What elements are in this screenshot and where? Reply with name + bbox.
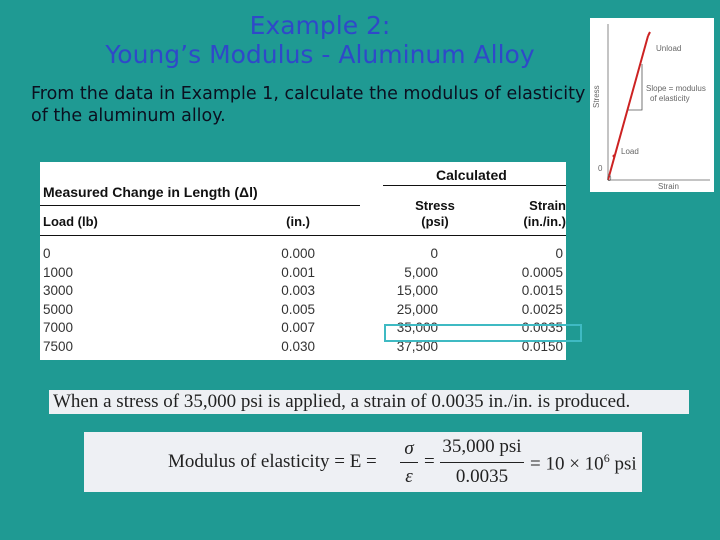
cell-stress: 15,000 [396, 283, 438, 298]
calculated-header: Calculated [436, 167, 507, 183]
unload-label: Unload [656, 44, 682, 53]
formula-label: Modulus of elasticity = E = [168, 451, 377, 472]
cell-stress: 37,500 [396, 338, 438, 354]
cell-length: 0.000 [281, 246, 315, 261]
cell-strain: 0.0005 [521, 264, 563, 280]
origin-label-x: 0 [607, 174, 612, 183]
strain-header-2: (in./in.) [523, 214, 566, 229]
cell-load: 5000 [43, 301, 74, 317]
intro-text: From the data in Example 1, calculate the modulus of elasticity of the aluminum alloy. [31, 84, 586, 126]
formula-result [530, 451, 637, 475]
formula-result-prefix: = 10 × 10 [530, 453, 604, 475]
cell-strain: 0.0150 [521, 338, 563, 354]
slide-title-line-1: Example 2: [249, 11, 391, 40]
cell-stress: 5,000 [404, 264, 438, 280]
formula-unit: psi [614, 453, 637, 475]
cell-load: 7000 [43, 320, 74, 335]
slope-label-1: Slope = modulus [646, 84, 706, 93]
formula-denominator: 0.0035 [455, 466, 509, 487]
stress-strain-graph [590, 18, 714, 192]
divider [40, 205, 360, 206]
unload-line [648, 32, 650, 36]
origin-label-y: 0 [598, 164, 603, 173]
fraction-bar [440, 462, 524, 463]
divider [40, 235, 566, 236]
cell-strain: 0.0015 [521, 283, 563, 298]
strain-header-1: Strain [529, 198, 566, 213]
slide-title-line-2: Young’s Modulus - Aluminum Alloy [105, 40, 535, 69]
cell-load: 3000 [43, 283, 74, 298]
cell-stress: 35,000 [396, 320, 438, 335]
load-label: Load [621, 147, 639, 156]
formula-epsilon: ε [405, 466, 413, 487]
slope-label-2: of elasticity [650, 94, 690, 103]
stress-header-2: (psi) [421, 214, 449, 229]
result-statement-text: When a stress of 35,000 psi is applied, a strain of 0.0035 in./in. is produced. [53, 391, 631, 412]
divider [383, 185, 566, 186]
cell-length: 0.030 [281, 338, 315, 354]
highlight-box [384, 324, 582, 342]
graph-canvas [590, 18, 714, 192]
cell-strain: 0 [555, 246, 563, 261]
formula-numerator: 35,000 psi [442, 436, 522, 457]
cell-length: 0.003 [281, 283, 315, 298]
formula-equals: = [424, 451, 435, 472]
load-point [613, 155, 616, 158]
stress-header-1: Stress [415, 198, 455, 213]
modulus-formula [84, 432, 642, 492]
cell-strain: 0.0035 [521, 320, 563, 335]
y-axis-label: Stress [592, 85, 601, 108]
cell-stress: 0 [430, 246, 438, 261]
load-header: Load (lb) [43, 214, 98, 229]
cell-load: 1000 [43, 264, 74, 280]
measured-header: Measured Change in Length (Δl) [43, 184, 258, 200]
cell-length: 0.005 [281, 301, 315, 317]
cell-length: 0.007 [281, 320, 315, 335]
fraction-bar [400, 462, 418, 463]
cell-length: 0.001 [281, 264, 315, 280]
cell-strain: 0.0025 [521, 301, 563, 317]
cell-load: 7500 [43, 338, 74, 354]
length-header: (in.) [286, 214, 310, 229]
formula-exponent: 6 [603, 451, 610, 465]
x-axis-label: Strain [658, 182, 679, 191]
formula-sigma: σ [404, 438, 414, 459]
cell-load: 0 [43, 246, 51, 261]
cell-stress: 25,000 [396, 301, 438, 317]
result-statement [49, 390, 689, 414]
